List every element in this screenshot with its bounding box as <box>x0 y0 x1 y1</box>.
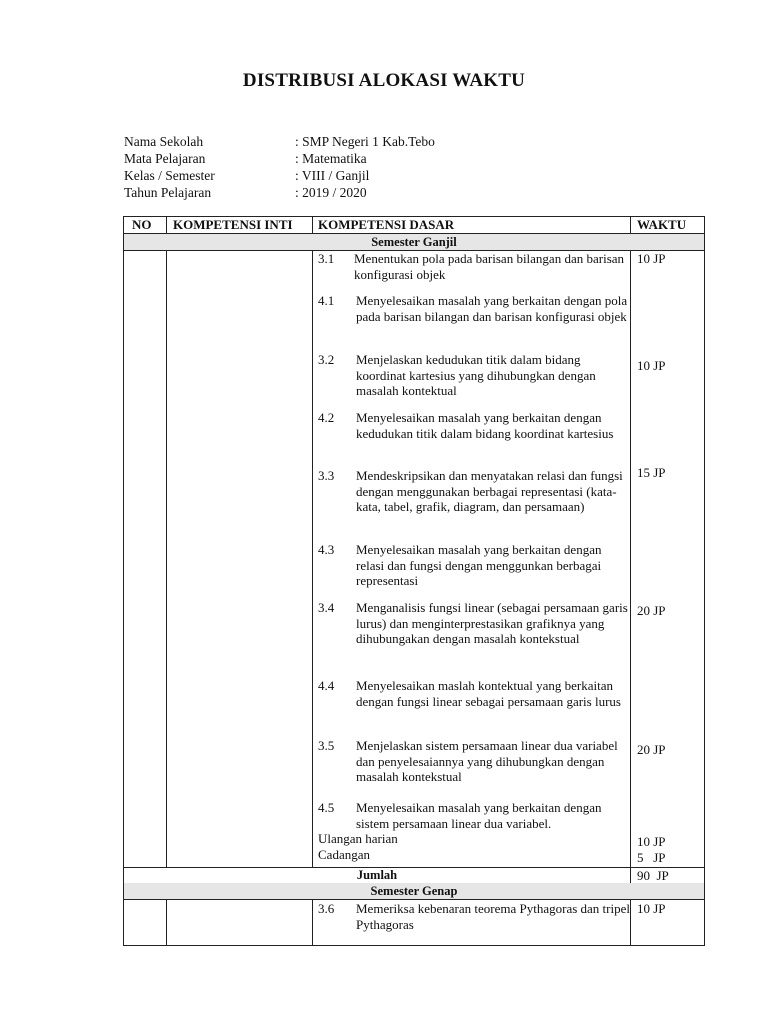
column-divider <box>630 217 631 234</box>
kd-text: Menjelaskan sistem persamaan linear dua variabel dan penyelesaiannya yang dihubungkan dengan masalah kontekstual <box>356 738 618 785</box>
column-divider <box>312 217 313 234</box>
kd-item <box>318 901 630 932</box>
info-value: : SMP Negeri 1 Kab.Tebo <box>295 134 435 149</box>
kd-item <box>318 468 630 515</box>
waktu-value: 5 JP <box>637 850 666 865</box>
allocation-table <box>123 216 705 946</box>
info-row-class <box>124 167 435 184</box>
kd-item <box>318 293 630 324</box>
kd-text: Menentukan pola pada barisan bilangan dan barisan konfigurasi objek <box>354 251 625 282</box>
info-value: : VIII / Ganjil <box>295 168 370 183</box>
kd-text: Menganalisis fungsi linear (sebagai persamaan garis lurus) dan menginterprestasikan grafiknya yang dihubungakan dengan masalah kontekstual <box>356 600 628 647</box>
waktu-value: 10 JP <box>637 901 666 916</box>
kd-text: Menyelesaikan masalah yang berkaitan dengan pola pada barisan bilangan dan barisan konfigurasi objek <box>356 293 628 324</box>
waktu-value: 10 JP <box>637 251 666 266</box>
column-divider <box>312 900 313 946</box>
column-divider <box>166 250 167 868</box>
kd-text: Mendeskripsikan dan menyatakan relasi dan fungsi dengan menggunakan berbagai representasi (kata-kata, tabel, grafik, diagram, dan persamaan) <box>356 468 623 515</box>
info-label: Tahun Pelajaran <box>124 185 212 200</box>
column-divider <box>630 900 631 946</box>
info-label: Kelas / Semester <box>124 168 215 183</box>
kd-item <box>318 352 630 399</box>
waktu-value: 20 JP <box>637 603 666 618</box>
kd-number: 4.5 <box>318 800 335 815</box>
waktu-value: 15 JP <box>637 465 666 480</box>
info-value: : Matematika <box>295 151 367 166</box>
header-waktu: WAKTU <box>637 217 687 232</box>
info-row-subject <box>124 150 435 167</box>
waktu-value: 10 JP <box>637 358 666 373</box>
kd-number: 3.3 <box>318 468 335 483</box>
kd-number: 3.4 <box>318 600 335 615</box>
kd-text: Menyelesaikan masalah yang berkaitan dengan sistem persamaan linear dua variabel. <box>356 800 602 831</box>
page-title: DISTRIBUSI ALOKASI WAKTU <box>242 70 526 91</box>
jumlah-label: Jumlah <box>356 868 398 882</box>
kd-number: 4.4 <box>318 678 335 693</box>
column-divider <box>166 900 167 946</box>
header-no: NO <box>132 217 152 232</box>
column-divider <box>166 217 167 234</box>
kd-item <box>318 678 630 709</box>
cadangan-label: Cadangan <box>318 847 370 862</box>
semester-genap-band: Semester Genap <box>124 883 704 900</box>
kd-item <box>318 251 630 282</box>
kd-text: Menjelaskan kedudukan titik dalam bidang koordinat kartesius yang dihubungkan dengan masalah kontektual <box>356 352 596 399</box>
kd-number: 3.6 <box>318 901 335 916</box>
school-info <box>124 133 435 201</box>
kd-number: 4.2 <box>318 410 335 425</box>
kd-item <box>318 800 630 831</box>
info-value: : 2019 / 2020 <box>295 185 367 200</box>
kd-text: Menyelesaikan masalah yang berkaitan dengan relasi dan fungsi dengan menggunkan berbagai representasi <box>356 542 602 589</box>
kd-number: 4.3 <box>318 542 335 557</box>
info-row-school <box>124 133 435 150</box>
kd-number: 4.1 <box>318 293 335 308</box>
column-divider <box>630 250 631 868</box>
info-label: Nama Sekolah <box>124 134 204 149</box>
table-header <box>124 217 704 234</box>
kd-number: 3.1 <box>318 251 335 266</box>
kd-text: Memeriksa kebenaran teorema Pythagoras dan tripel Pythagoras <box>356 901 630 932</box>
column-divider <box>630 868 631 883</box>
kd-number: 3.5 <box>318 738 335 753</box>
kd-item <box>318 542 630 589</box>
kd-text: Menyelesaikan masalah yang berkaitan dengan kedudukan titik dalam bidang koordinat kartesius <box>356 410 614 441</box>
header-ki: KOMPETENSI INTI <box>173 217 293 232</box>
kd-item <box>318 738 630 785</box>
kd-item <box>318 600 630 647</box>
kd-text: Menyelesaikan maslah kontektual yang berkaitan dengan fungsi linear sebagai persamaan garis lurus <box>356 678 621 709</box>
semester-ganjil-band: Semester Ganjil <box>124 234 704 251</box>
jumlah-value: 90 JP <box>637 868 669 883</box>
info-row-year <box>124 184 435 201</box>
kd-item <box>318 410 630 441</box>
waktu-value: 20 JP <box>637 742 666 757</box>
waktu-value: 10 JP <box>637 834 666 849</box>
info-label: Mata Pelajaran <box>124 151 206 166</box>
jumlah-row <box>124 867 704 884</box>
header-kd: KOMPETENSI DASAR <box>318 217 455 232</box>
kd-number: 3.2 <box>318 352 335 367</box>
column-divider <box>312 250 313 868</box>
ulangan-harian-label: Ulangan harian <box>318 831 398 846</box>
